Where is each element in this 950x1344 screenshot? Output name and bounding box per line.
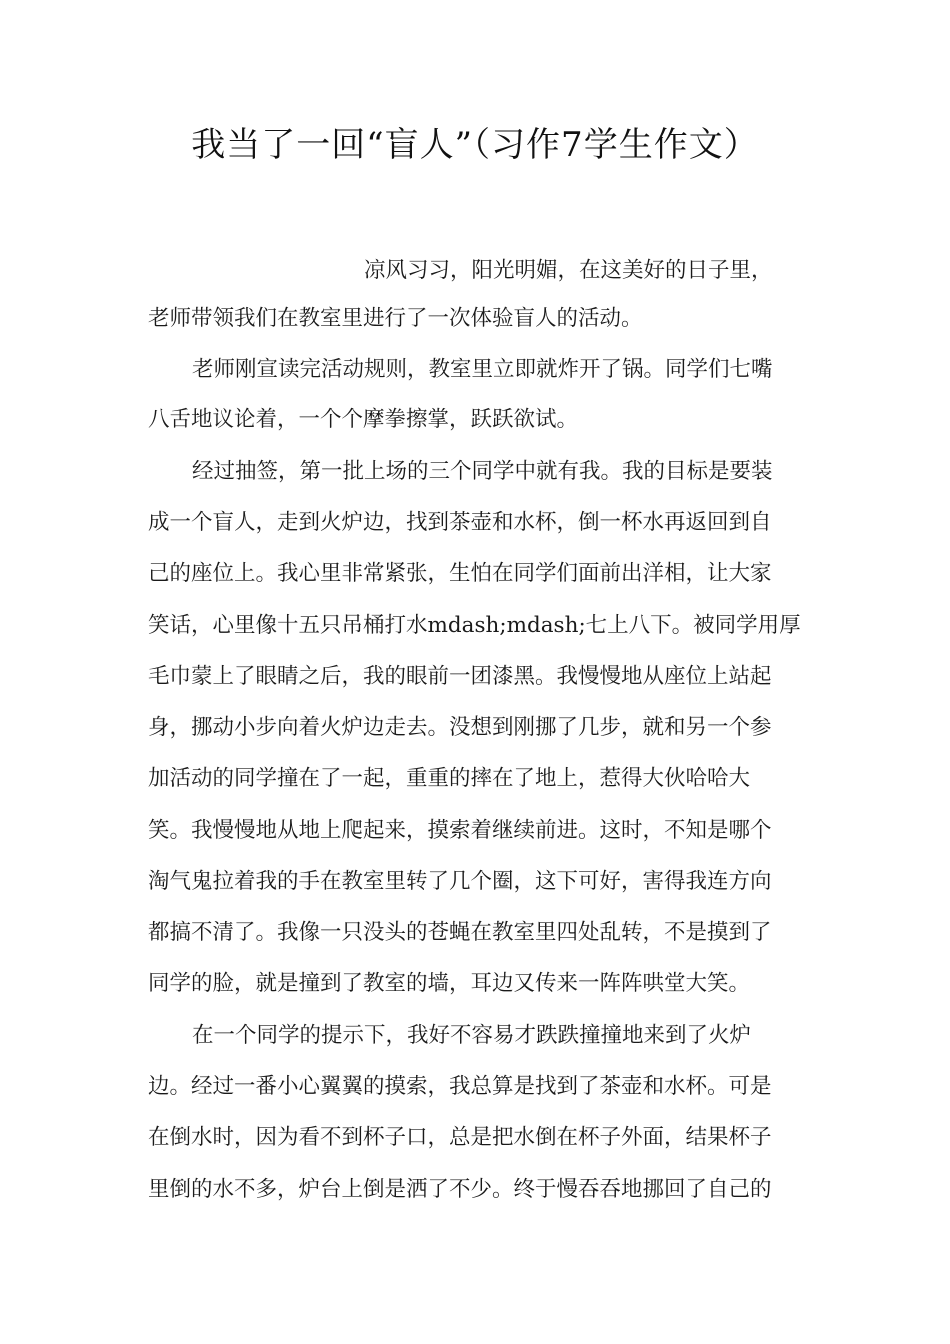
text-line: 老师带领我们在教室里进行了一次体验盲人的活动。 <box>148 306 643 331</box>
text-line: 笑。我慢慢地从地上爬起来，摸索着继续前进。这时，不知是哪个 <box>148 818 772 843</box>
text-line: 加活动的同学撞在了一起，重重的摔在了地上，惹得大伙哈哈大 <box>148 766 751 791</box>
text-line: 毛巾蒙上了眼睛之后，我的眼前一团漆黑。我慢慢地从座位上站起 <box>148 664 772 689</box>
text-line: 八舌地议论着，一个个摩拳擦掌，跃跃欲试。 <box>148 407 579 432</box>
text-line: 凉风习习，阳光明媚，在这美好的日子里， <box>364 258 773 283</box>
text-line: 老师刚宣读完活动规则，教室里立即就炸开了锅。同学们七嘴 <box>192 357 773 382</box>
text-line: 在一个同学的提示下，我好不容易才跌跌撞撞地来到了火炉 <box>192 1023 752 1048</box>
text-line: 己的座位上。我心里非常紧张，生怕在同学们面前出洋相，让大家 <box>148 561 772 586</box>
text-line: 里倒的水不多，炉台上倒是洒了不少。终于慢吞吞地挪回了自己的 <box>148 1177 772 1202</box>
text-line: 经过抽签，第一批上场的三个同学中就有我。我的目标是要装 <box>192 459 773 484</box>
text-line: 成一个盲人，走到火炉边，找到茶壶和水杯，倒一杯水再返回到自 <box>148 510 772 535</box>
document-title: 我当了一回“盲人”（习作7学生作文） <box>191 125 759 165</box>
text-line: 同学的脸，就是撞到了教室的墙，耳边又传来一阵阵哄堂大笑。 <box>148 971 751 996</box>
text-line: 淘气鬼拉着我的手在教室里转了几个圈，这下可好，害得我连方向 <box>148 869 772 894</box>
text-line: 边。经过一番小心翼翼的摸索，我总算是找到了茶壶和水杯。可是 <box>148 1074 772 1099</box>
text-line: 在倒水时，因为看不到杯子口，总是把水倒在杯子外面，结果杯子 <box>148 1125 772 1150</box>
text-line: 笑话，心里像十五只吊桶打水mdash;mdash;七上八下。被同学用厚 <box>148 613 801 638</box>
text-line: 都搞不清了。我像一只没头的苍蝇在教室里四处乱转，不是摸到了 <box>148 920 772 945</box>
text-line: 身，挪动小步向着火炉边走去。没想到刚挪了几步，就和另一个参 <box>148 715 772 740</box>
